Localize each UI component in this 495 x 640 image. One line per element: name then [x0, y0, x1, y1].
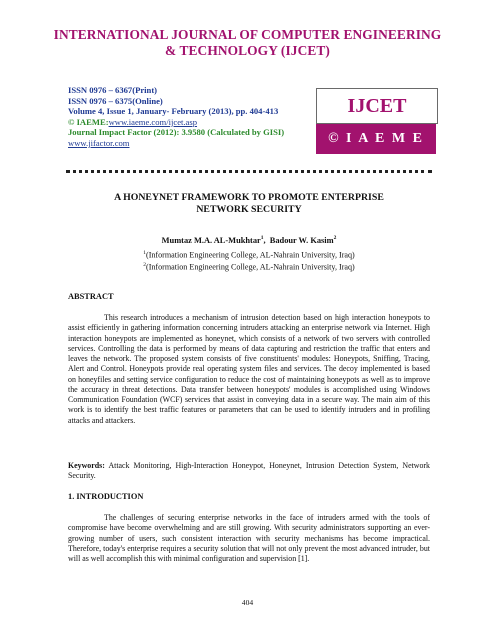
jifactor-link[interactable]: www.jifactor.com [68, 137, 130, 148]
introduction-text: The challenges of securing enterprise networks in the face of intruders armed with the tools of compromise have become overwhelming and are still growing. With security administrators supporting an ever-growing number of users, such consistent interaction with security mechanisms has become impractical. Therefore, today's enterprise requires a security solution that will not only prevent the most advanced intruder, but will as well accomplish this with minimal configuration and supervision [1]. [68, 513, 430, 563]
introduction-body [68, 513, 430, 564]
journal-title-line-2: & TECHNOLOGY (IJCET) [165, 43, 330, 58]
volume-info: Volume 4, Issue 1, January- February (2013), pp. 404-413 [68, 106, 279, 117]
author-name: Badour W. Kasim [269, 235, 334, 245]
impact-factor: Journal Impact Factor (2012): 3.9580 (Calculated by GISI) [68, 127, 285, 138]
author-superscript: 1 [260, 235, 264, 241]
abstract-body [68, 313, 430, 426]
author-superscript: 2 [333, 235, 337, 241]
iaeme-logo: © I A E M E [316, 124, 436, 154]
iaeme-line [68, 117, 284, 128]
abstract-heading: ABSTRACT [68, 292, 114, 301]
page-number: 404 [241, 598, 254, 607]
abstract-text: This research introduces a mechanism of intrusion detection based on high interaction honeypots to assist efficiently in gathering information concerning intruders attacking an enterprise network via Internet. High interaction honeypots are implemented as honeynet, which consists of a network of two servers with controlled services. Controlling the data is performed by means of data capturing and restriction the traffic that enters and leaves the network. The proposed system consists of five constituents' modules: Honeypots, Sniffing, Tracing, Alert and Control. Honeypots provide real operating system files and services. The decoy implemented is based on honeyfiles and setting service configuration to reduce the cost of maintaining honeypots as well as to improve the accuracy in threat detections. Data transfer between honeypots' modules is accomplished using Windows Communication Foundation (WCF) services that assist in conveying data in a secure way. The main aim of this work is to identify the best traffic features or parameters that can be used to identify intruders and in profiling attacks and attackers. [68, 313, 430, 425]
affiliation-superscript: 2 [143, 262, 146, 268]
journal-title [40, 27, 455, 59]
header-divider [66, 170, 432, 173]
issn-print: ISSN 0976 – 6367(Print) [68, 85, 158, 95]
author-name: Mumtaz M.A. AL-Mukhtar [161, 235, 261, 245]
affiliation-2 [68, 262, 430, 272]
paper-title [68, 192, 430, 216]
iaeme-link[interactable]: www.iaeme.com/ijcet.asp [108, 116, 198, 127]
journal-title-line-1: INTERNATIONAL JOURNAL OF COMPUTER ENGINEERING [53, 27, 442, 42]
paper-title-line-1: A HONEYNET FRAMEWORK TO PROMOTE ENTERPRISE [114, 192, 384, 203]
affiliation-1 [68, 250, 430, 260]
keywords-text: Attack Monitoring, High-Interaction Honeypot, Honeynet, Intrusion Detection System, Network Security. [68, 461, 430, 481]
affiliation-text: (Information Engineering College, AL-Nahrain University, Iraq) [146, 250, 355, 260]
affiliation-superscript: 1 [143, 250, 146, 256]
introduction-heading: 1. INTRODUCTION [68, 492, 144, 501]
iaeme-prefix: © IAEME: [68, 116, 109, 127]
keywords-label: Keywords: [68, 461, 105, 470]
author-list: Mumtaz M.A. AL-Mukhtar$^1$, Badour W. Kasim$^2$ [161, 235, 337, 245]
issn-online: ISSN 0976 – 6375(Online) [68, 95, 163, 106]
ijcet-logo: IJCET [316, 88, 438, 124]
paper-title-line-2: NETWORK SECURITY [196, 204, 302, 215]
journal-meta [68, 85, 284, 149]
affiliation-text: (Information Engineering College, AL-Nahrain University, Iraq) [146, 262, 355, 272]
keywords-paragraph [68, 461, 430, 482]
